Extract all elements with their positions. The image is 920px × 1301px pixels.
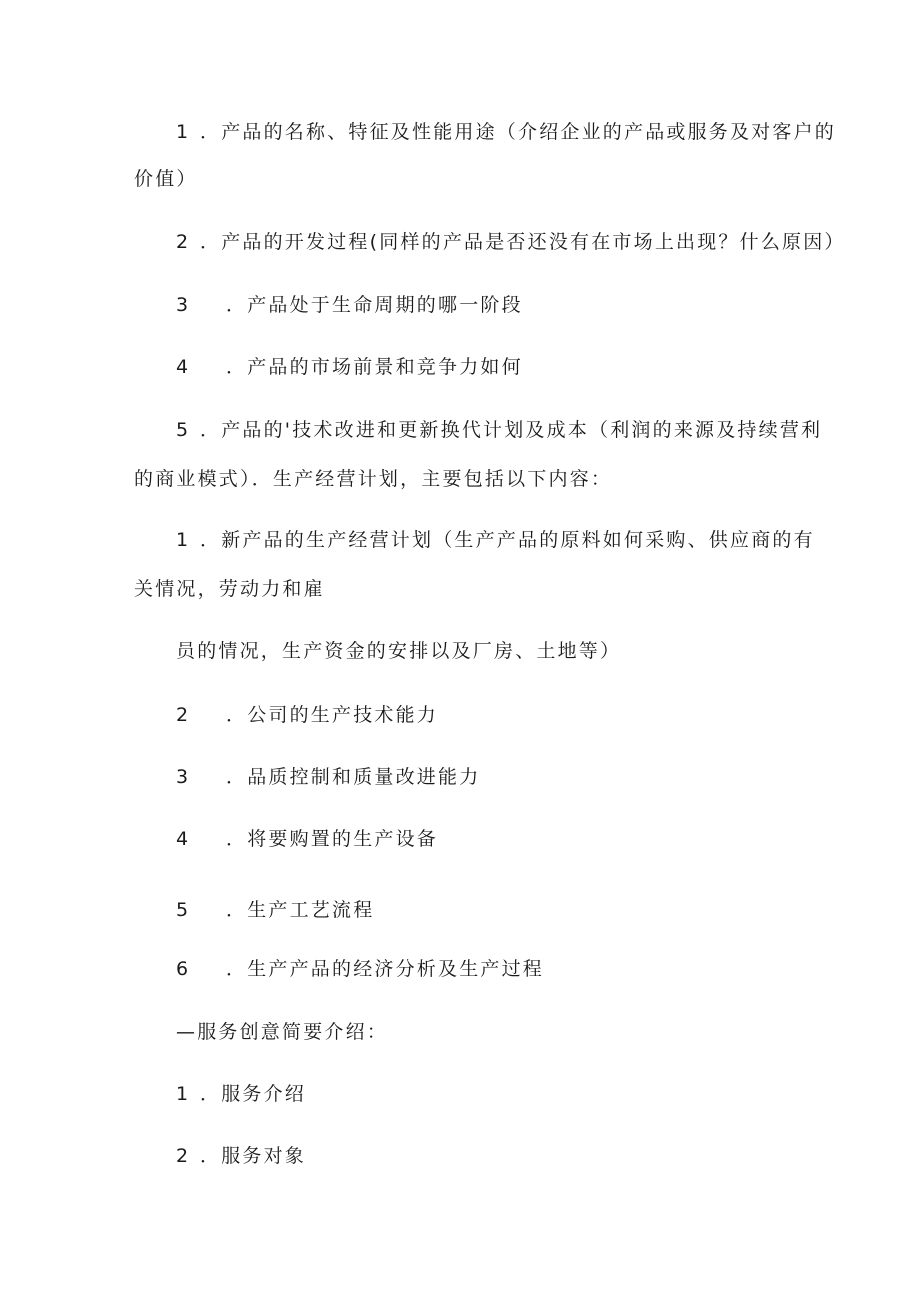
list-number: 2 bbox=[176, 231, 191, 253]
paragraph-continuation bbox=[134, 167, 198, 191]
paragraph-text: ．产品的名称、特征及性能用途（介绍企业的产品或服务及对客户的 bbox=[200, 121, 837, 143]
paragraph-text: ．生产工艺流程 bbox=[226, 899, 375, 921]
paragraph-continuation bbox=[134, 577, 325, 601]
list-number: 1 bbox=[176, 1083, 191, 1105]
list-number: 5 bbox=[176, 899, 191, 921]
paragraph-equipment bbox=[176, 827, 438, 851]
paragraph-text: 价值） bbox=[134, 168, 198, 190]
paragraph-lifecycle-stage bbox=[176, 293, 523, 317]
list-number: 3 bbox=[176, 766, 191, 788]
paragraph-tech-improvement bbox=[176, 418, 822, 442]
paragraph-service-intro bbox=[176, 1082, 306, 1106]
paragraph-continuation bbox=[176, 639, 621, 663]
paragraph-quality-control bbox=[176, 765, 480, 789]
list-number: 3 bbox=[176, 294, 191, 316]
paragraph-production-plan bbox=[176, 528, 815, 552]
paragraph-text: 关情况，劳动力和雇 bbox=[134, 578, 325, 600]
paragraph-text: ．品质控制和质量改进能力 bbox=[226, 766, 481, 788]
paragraph-market-prospects bbox=[176, 355, 523, 379]
paragraph-text: ．服务介绍 bbox=[200, 1083, 307, 1105]
list-number: 1 bbox=[176, 121, 191, 143]
paragraph-service-target bbox=[176, 1144, 306, 1168]
paragraph-economic-analysis bbox=[176, 957, 544, 981]
paragraph-text: ．产品的开发过程(同样的产品是否还没有在市场上出现？什么原因） bbox=[200, 231, 846, 253]
paragraph-production-tech bbox=[176, 703, 438, 727]
paragraph-text: ．新产品的生产经营计划（生产产品的原料如何采购、供应商的有 bbox=[200, 529, 815, 551]
paragraph-text: ．产品处于生命周期的哪一阶段 bbox=[226, 294, 523, 316]
paragraph-continuation bbox=[134, 467, 612, 491]
paragraph-text: —服务创意简要介绍： bbox=[176, 1021, 389, 1043]
paragraph-text: ．生产产品的经济分析及生产过程 bbox=[226, 958, 545, 980]
paragraph-text: ．公司的生产技术能力 bbox=[226, 704, 439, 726]
paragraph-process-flow bbox=[176, 898, 374, 922]
list-number: 1 bbox=[176, 529, 191, 551]
section-heading-service bbox=[176, 1020, 388, 1044]
paragraph-text: ．产品的'技术改进和更新换代计划及成本（利润的来源及持续营利 bbox=[200, 419, 823, 441]
paragraph-text: ．将要购置的生产设备 bbox=[226, 828, 439, 850]
list-number: 6 bbox=[176, 958, 191, 980]
paragraph-text: ．服务对象 bbox=[200, 1145, 307, 1167]
list-number: 5 bbox=[176, 419, 191, 441]
paragraph-text: ．产品的市场前景和竞争力如何 bbox=[226, 356, 523, 378]
paragraph-product-name-features bbox=[176, 120, 836, 144]
paragraph-text: 的商业模式）．生产经营计划，主要包括以下内容： bbox=[134, 468, 613, 490]
paragraph-text: 员的情况，生产资金的安排以及厂房、土地等） bbox=[176, 640, 622, 662]
list-number: 2 bbox=[176, 704, 191, 726]
paragraph-product-development bbox=[176, 230, 846, 254]
list-number: 4 bbox=[176, 356, 191, 378]
list-number: 4 bbox=[176, 828, 191, 850]
list-number: 2 bbox=[176, 1145, 191, 1167]
